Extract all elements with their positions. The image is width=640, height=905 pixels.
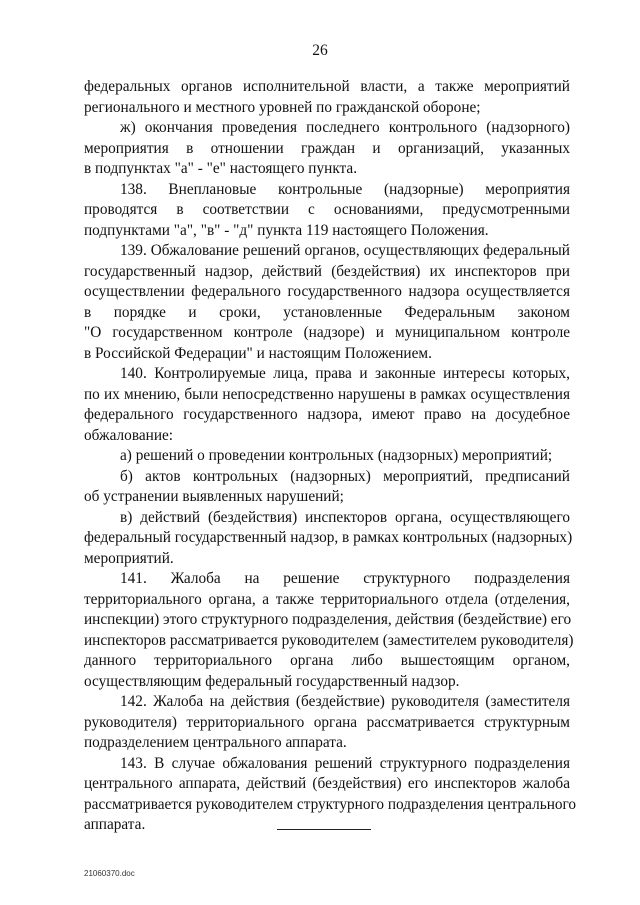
text-line: руководителя) территориального органа рассматривается структурным bbox=[84, 713, 570, 731]
text-line: об устранении выявленных нарушений; bbox=[84, 488, 344, 505]
text-line: инспекторов рассматривается руководителем (заместителем руководителя) bbox=[84, 631, 574, 649]
text-line: а) решений о проведении контрольных (надзорных) мероприятий; bbox=[120, 447, 553, 464]
text-line: "О государственном контроле (надзоре) и муниципальном контроле bbox=[84, 324, 570, 341]
text-line: проводятся в соответствии с основаниями, предусмотренными bbox=[84, 201, 570, 218]
text-line: аппарата. bbox=[84, 816, 146, 833]
footer-divider bbox=[277, 829, 371, 830]
text-line: б) актов контрольных (надзорных) мероприятий, предписаний bbox=[120, 467, 570, 485]
text-line: федерального государственного надзора, имеют право на досудебное bbox=[84, 406, 570, 423]
document-file-id: 21060370.doc bbox=[84, 869, 135, 878]
page-number: 26 bbox=[312, 42, 328, 59]
text-line: 138. Внеплановые контрольные (надзорные) мероприятия bbox=[120, 180, 570, 198]
text-line: инспекции) этого структурного подразделения, действия (бездействие) его bbox=[84, 611, 572, 628]
text-line: 140. Контролируемые лица, права и законные интересы которых, bbox=[120, 365, 570, 382]
text-line: 139. Обжалование решений органов, осуществляющих федеральный bbox=[120, 242, 570, 259]
text-line: 141. Жалоба на решение структурного подразделения bbox=[120, 570, 570, 587]
text-line: осуществлении федерального государственного надзора осуществляется bbox=[84, 283, 570, 300]
text-line: обжалование: bbox=[84, 426, 174, 444]
text-line: федеральных органов исполнительной власти, а также мероприятий bbox=[84, 78, 570, 95]
text-line: 143. В случае обжалования решений структурного подразделения bbox=[120, 754, 570, 772]
text-line: территориального органа, а также территориального отдела (отделения, bbox=[84, 590, 570, 608]
text-line: в порядке и сроки, установленные Федеральным законом bbox=[84, 303, 570, 321]
text-line: регионального и местного уровней по гражданской обороне; bbox=[84, 98, 481, 116]
text-line: подразделением центрального аппарата. bbox=[84, 734, 347, 751]
text-line: подпунктами "а", "в" - "д" пункта 119 настоящего Положения. bbox=[84, 221, 489, 239]
text-line: 142. Жалоба на действия (бездействие) руководителя (заместителя bbox=[120, 693, 570, 710]
text-line: государственный надзор, действий (бездействия) их инспекторов при bbox=[84, 262, 570, 280]
text-line: рассматривается руководителем структурного подразделения центрального bbox=[84, 795, 577, 813]
text-line: по их мнению, были непосредственно нарушены в рамках осуществления bbox=[84, 385, 570, 403]
text-line: в подпунктах "а" - "е" настоящего пункта. bbox=[84, 160, 358, 177]
text-line: мероприятий. bbox=[84, 549, 174, 567]
document-body bbox=[84, 77, 577, 836]
text-line: центрального аппарата, действий (бездействия) его инспекторов жалоба bbox=[84, 775, 570, 792]
text-line: ж) окончания проведения последнего контрольного (надзорного) bbox=[120, 119, 570, 136]
text-line: в Российской Федерации" и настоящим Положением. bbox=[84, 344, 432, 362]
text-line: осуществляющим федеральный государственный надзор. bbox=[84, 672, 460, 690]
text-line: данного территориального органа либо вышестоящим органом, bbox=[84, 652, 570, 669]
text-line: в) действий (бездействия) инспекторов органа, осуществляющего bbox=[120, 508, 570, 526]
text-line: федеральный государственный надзор, в рамках контрольных (надзорных) bbox=[84, 529, 573, 546]
text-line: мероприятия в отношении граждан и организаций, указанных bbox=[84, 139, 570, 157]
